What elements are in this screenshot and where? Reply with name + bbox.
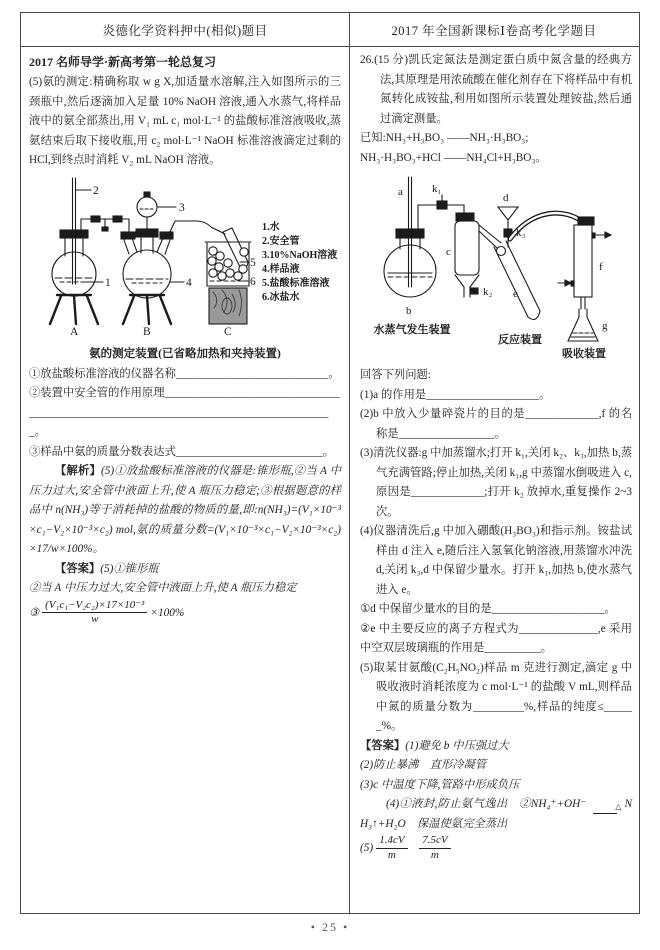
known-equation-2: NH₃·H₃BO₃+HCl ——NH₄Cl+H₃BO₃。 (360, 151, 547, 164)
delta-symbol: △ (615, 802, 622, 811)
two-column-body (21, 47, 639, 912)
known-equation-1: 已知:NH₃+H₃BO₃ ——NH₃·H₃BO₃; (360, 132, 529, 144)
exam-page-sheet (20, 12, 640, 914)
callout-3: 3 (179, 201, 185, 214)
answer5-right (360, 834, 632, 863)
legend-item-5: 5.盐酸标准溶液 (262, 277, 330, 289)
stopper-b (396, 229, 424, 238)
fraction1-numerator: 1.4cV (376, 834, 407, 849)
ammonia-apparatus-figure (29, 174, 341, 361)
caption-reaction-device: 反应装置 (498, 334, 542, 346)
series-title: 2017 名师导学·新高考第一轮总复习 (29, 55, 217, 69)
kjeldahl-apparatus-diagram (360, 171, 632, 361)
label-c: c (446, 246, 451, 258)
legend-item-3: 3.10%NaOH溶液 (262, 249, 337, 261)
header-right-title: 2017 年全国新课标Ⅰ卷高考化学题目 (391, 23, 597, 38)
question26-item4: (4)仪器清洗后,g 中加入硼酸(H₃BO₃)和指示剂。铵盐试样由 d 注入 e,随后注入氢氧化钠溶液,用蒸馏水冲洗 d,关闭 k₃,d 中保留少量水。打开 k₁,加热 b,使水蒸气进入 e。 (360, 525, 632, 596)
valve-k2 (470, 288, 478, 294)
answer3-suffix: ×100% (150, 606, 185, 619)
ice-pellets (208, 246, 248, 279)
legend-item-4: 4.样品液 (262, 263, 300, 275)
label-b: b (406, 305, 412, 317)
legend-item-1: 1.水 (262, 221, 280, 233)
comparison-table-header (21, 13, 639, 47)
delivery-tube (169, 221, 225, 234)
answer5-label: (5) (360, 841, 374, 854)
answer3-prefix: ③ (29, 606, 40, 619)
label-k3: k₃ (516, 227, 526, 239)
question26-item3: (3)清洗仪器:g 中加蒸馏水;打开 k₁,关闭 k₂、k₃,加热 b,蒸气充满管路;停止加热,关闭 k₁,g 中蒸馏水倒吸进入 c,原因是_____________;打开 k₂ 放掉水,重复操作 2~3 次。 (360, 447, 632, 518)
kjeldahl-apparatus-figure (360, 171, 632, 366)
label-g: g (602, 320, 608, 332)
answer3-right: (3)c 中温度下降,管路中形成负压 (360, 778, 520, 791)
dropping-funnel (137, 197, 157, 217)
answer3-left (29, 599, 341, 628)
question26-item4-sub1: ①d 中保留少量水的目的是____________________。 (360, 603, 616, 615)
label-f: f (599, 261, 603, 273)
right-column (350, 47, 639, 912)
fraction-denominator: w (91, 613, 99, 626)
flask-a (52, 252, 96, 296)
question5-blank-2a: ②装置中安全管的作用原理_______________________________ (29, 387, 340, 399)
answer-heading-right (360, 737, 632, 757)
callout-2: 2 (93, 184, 99, 197)
question26-item4-sub2: ②e 中主要反应的离子方程式为______________,e 采用中空双层玻璃瓶的作用是__________。 (360, 622, 632, 654)
answer4-post: NH₃↑+H₂O 保温使氨完全蒸出 (360, 798, 632, 830)
caption-absorption-device: 吸收装置 (562, 348, 606, 360)
tripod-a (50, 295, 98, 324)
answer-heading-left (29, 560, 341, 580)
answer2-left: ②当 A 中压力过大,安全管中液面上升,使 A 瓶压力稳定 (29, 582, 297, 594)
water-out-arrow (605, 232, 611, 238)
flask-b (123, 250, 171, 298)
funnel-d (498, 207, 518, 220)
flask-b-label: B (143, 325, 151, 338)
answer4-pre: (4)①液封,防止氨气逸出 ②NH₄⁺+OH⁻ (386, 798, 587, 810)
question26-intro: 26.(15 分)凯氏定氮法是测定蛋白质中氮含量的经典方法,其原理是用浓硫酸在催化剂存在下将样品中有机氮转化成铵盐,利用如图所示装置处理铵盐,然后通过滴定测量。 (360, 54, 632, 125)
reaction-tube-e (494, 247, 528, 317)
water-in-arrow (565, 280, 571, 286)
fraction1-denominator: m (387, 848, 396, 861)
steam-flask-b (384, 245, 436, 297)
caption-steam-generator: 水蒸气发生装置 (373, 324, 451, 336)
valve-k1 (437, 201, 447, 209)
tripod-b (123, 295, 171, 324)
condenser-f (574, 225, 592, 297)
ammonia-apparatus-diagram (29, 174, 337, 338)
question26-item5: (5)取某甘氨酸(C₂H₅NO₂)样品 m 克进行测定,滴定 g 中吸收液时消耗浓度为 c mol·L⁻¹ 的盐酸 V mL,则样品中氮的质量分数为_________%,样品的纯度≤______%。 (360, 661, 632, 732)
label-d: d (503, 192, 509, 204)
questions-prompt: 回答下列问题: (360, 369, 431, 381)
callout-1: 1 (105, 276, 111, 289)
analysis-text: (5)①放盐酸标准溶液的仪器是:锥形瓶,②当 A 中压力过大,安全管中液面上升,使 A 瓶压力稳定;③根据题意的样品中 n(NH₃)等于消耗掉的盐酸的物质的量,即:n(NH₃)=(V₁×10⁻³×c₁−V₂×10⁻³×c₂) mol,氨的质量分数=(V₁×10⁻³×c₁−V₂×10⁻³×c₂)×17/w×100%。 (29, 465, 341, 555)
label-a: a (398, 186, 403, 198)
answer-label-left: 【答案】 (55, 562, 101, 575)
page-number: • 25 • (310, 920, 350, 934)
delta-heated-arrow (589, 803, 621, 814)
analysis-paragraph (29, 462, 341, 560)
question5-intro: (5)氨的测定:精确称取 w g X,加适量水溶解,注入如图所示的三颈瓶中,然后逐滴加入足量 10% NaOH 溶液,通入水蒸气,将样品液中的氨全部蒸出,用 V₁ mL c₁ mol·L⁻¹ 的盐酸标准溶液吸收,蒸氨结束后取下接收瓶,用 c₂ mol·L⁻¹ NaOH 标准溶液滴定过剩的 HCl,到终点时消耗 V₂ mL NaOH 溶液。 (29, 76, 341, 166)
flask-a-label: A (70, 325, 79, 338)
legend-item-6: 6.冰盐水 (262, 291, 300, 303)
question26-item1: (1)a 的作用是____________________。 (360, 388, 551, 401)
beaker-c-label: C (224, 325, 232, 338)
label-k1: k₁ (432, 183, 442, 195)
answer3-fraction (42, 599, 147, 628)
answer2-right: (2)防止暴沸 直形冷凝管 (360, 759, 487, 771)
fraction-numerator: (V₁c₁−V₂c₂)×17×10⁻³ (42, 599, 147, 614)
legend-item-2: 2.安全管 (262, 235, 300, 247)
column-divider (349, 13, 350, 913)
header-left-title: 炎德化学资料押中(相似)题目 (102, 23, 268, 38)
answer4-right (360, 795, 632, 834)
label-e: e (513, 288, 518, 300)
callout-5: 5 (250, 256, 256, 269)
question5-blank-3: ③样品中氨的质量分数表达式__________________________。 (29, 445, 335, 458)
figure-caption: 氨的测定装置(已省略加热和夹持装置) (89, 347, 281, 360)
diagram-legend (262, 220, 337, 303)
stopper-a (60, 230, 88, 238)
callout-6: 6 (250, 275, 256, 288)
answer5-fraction-1 (376, 834, 407, 863)
answer-label-right: 【答案】 (360, 739, 406, 752)
answer1-right: (1)避免 b 中压强过大 (405, 739, 509, 752)
fraction2-denominator: m (430, 848, 439, 861)
label-k2: k₂ (483, 286, 493, 298)
question26-item2: (2)b 中放入少量碎瓷片的目的是_____________,f 的名称是_________________。 (360, 408, 632, 440)
answer1-text-left: (5)①锥形瓶 (100, 562, 159, 575)
left-column (21, 47, 350, 912)
vessel-c (455, 221, 479, 275)
analysis-label: 【解析】 (55, 465, 102, 477)
question5-blank-1: ①放盐酸标准溶液的仪器名称___________________________。 (29, 367, 340, 380)
answer5-fraction-2 (419, 834, 450, 863)
question5-blank-2b: ______________________________________________________。 (29, 406, 329, 438)
fraction2-numerator: 7.5cV (419, 834, 450, 849)
callout-4: 4 (186, 276, 192, 289)
